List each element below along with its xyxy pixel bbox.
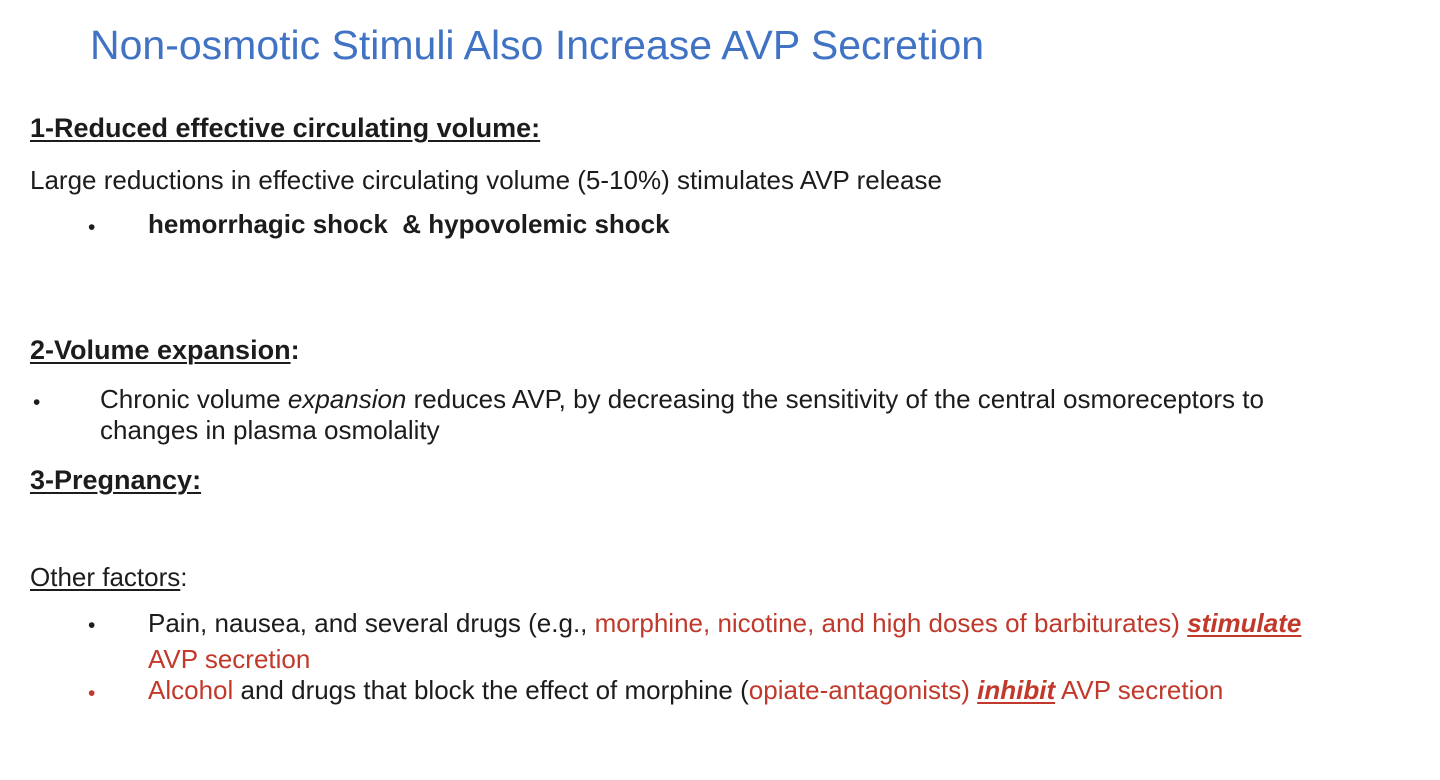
text-segment: Other factors: [30, 562, 181, 592]
text-segment: :: [290, 335, 300, 365]
section-1-heading: [30, 112, 540, 144]
text-segment: changes in plasma osmolality: [100, 415, 440, 445]
section-3-heading: [30, 464, 201, 496]
text-segment: Large reductions in effective circulating volume (5-10%) stimulates AVP release: [30, 165, 942, 195]
bullet-icon: •: [88, 682, 96, 705]
other-factors-bullet-2: [88, 675, 1223, 709]
text-segment: 1-Reduced effective circulating volume:: [30, 113, 541, 143]
text-segment: hemorrhagic shock & hypovolemic shock: [148, 209, 670, 239]
text-segment: :: [180, 562, 188, 592]
text-segment: expansion: [287, 384, 407, 414]
bullet-icon: •: [88, 614, 96, 637]
text-segment: and drugs that block the effect of morphine (: [233, 675, 749, 705]
text-segment: Alcohol: [148, 675, 234, 705]
other-factors-heading: [30, 562, 188, 593]
bullet-text: [148, 605, 1301, 677]
section-2-heading: [30, 334, 300, 366]
text-segment: AVP secretion: [1060, 675, 1224, 705]
text-segment: 3-Pregnancy:: [30, 465, 202, 495]
text-segment: stimulate: [1187, 608, 1302, 638]
bullet-icon: •: [33, 391, 41, 414]
section-1-bullet: [88, 209, 670, 243]
text-segment: Chronic volume: [100, 384, 288, 414]
other-factors-bullet-1: [88, 605, 1301, 677]
text-segment: reduces AVP, by decreasing the sensitivity of the central osmoreceptors to: [406, 384, 1264, 414]
text-segment: inhibit: [977, 675, 1056, 705]
slide-title: Non-osmotic Stimuli Also Increase AVP Secretion: [90, 22, 985, 68]
bullet-text: [100, 384, 1264, 446]
bullet-text: [148, 675, 1223, 706]
section-2-bullet: [33, 384, 1264, 446]
text-segment: opiate-antagonists): [748, 675, 970, 705]
bullet-icon: •: [88, 216, 96, 239]
text-segment: AVP secretion: [148, 644, 311, 674]
bullet-text: [148, 209, 670, 240]
section-1-paragraph: [30, 165, 942, 196]
text-segment: 2-Volume expansion: [30, 335, 291, 365]
text-segment: Pain, nausea, and several drugs (e.g.,: [148, 608, 595, 638]
text-segment: morphine, nicotine, and high doses of barbiturates): [594, 608, 1188, 638]
